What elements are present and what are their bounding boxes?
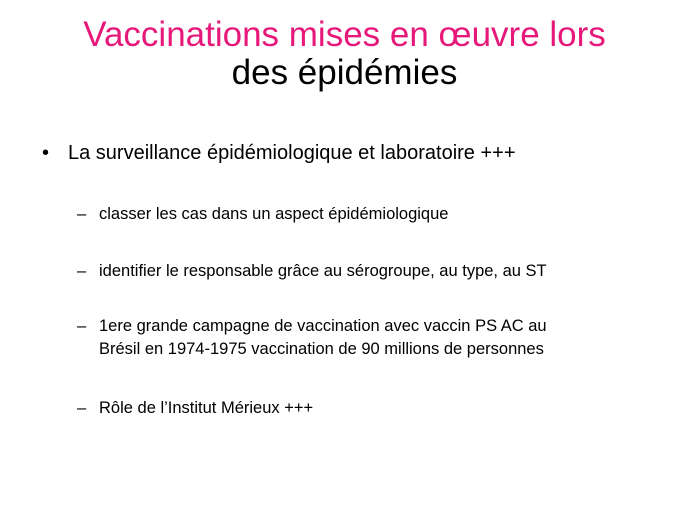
main-bullet-text: La surveillance épidémiologique et laboratoire +++ xyxy=(68,142,516,164)
sub-item-line-2: Brésil en 1974-1975 vaccination de 90 millions de personnes xyxy=(99,340,544,358)
dash-marker: – xyxy=(77,399,87,417)
slide-title xyxy=(0,16,689,92)
dash-marker: – xyxy=(77,262,87,280)
title-line-2: des épidémies xyxy=(231,53,458,92)
sub-item-text: identifier le responsable grâce au sérogroupe, au type, au ST xyxy=(99,262,547,280)
sub-item-text: Rôle de l’Institut Mérieux +++ xyxy=(99,399,314,417)
sub-item-text: classer les cas dans un aspect épidémiologique xyxy=(99,205,449,223)
bullet-marker: • xyxy=(42,142,50,164)
sub-item-line-1: 1ere grande campagne de vaccination avec vaccin PS AC au xyxy=(99,317,547,335)
sub-item-text xyxy=(99,315,547,361)
title-line-1: Vaccinations mises en œuvre lors xyxy=(83,15,606,54)
dash-marker: – xyxy=(77,205,87,223)
dash-marker: – xyxy=(77,317,87,335)
